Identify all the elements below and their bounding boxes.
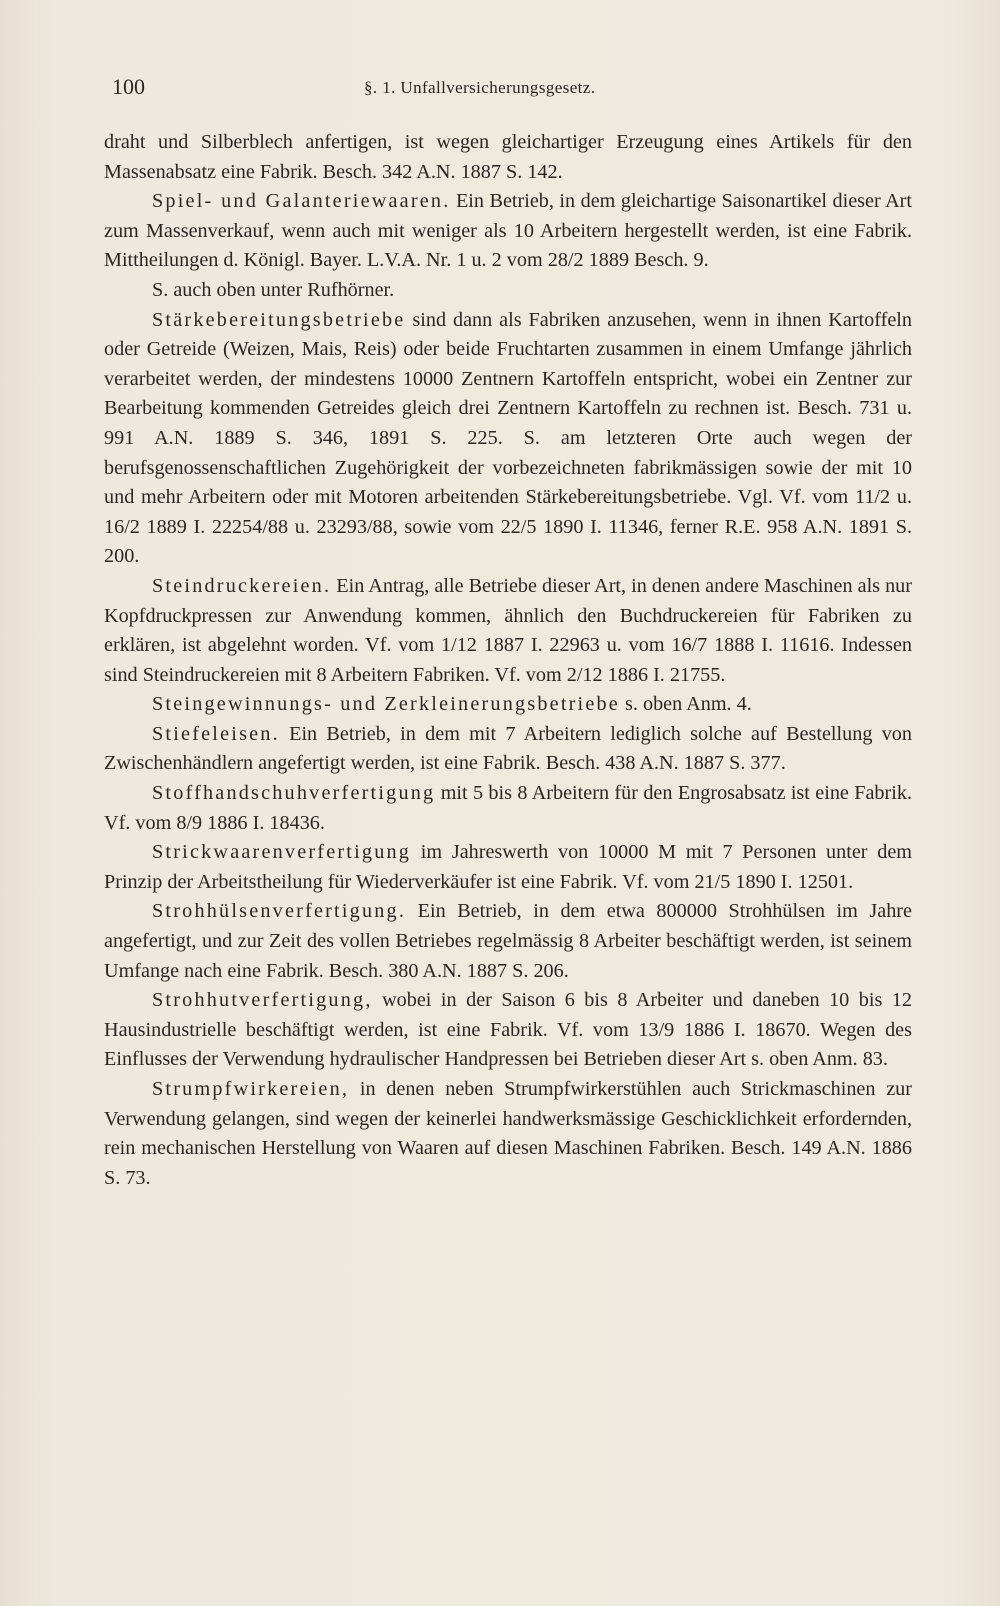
entry-heading: Steindruckereien. — [152, 574, 332, 597]
paragraph — [104, 986, 912, 1075]
entry-heading: Stärkebereitungsbetriebe — [152, 308, 406, 331]
paragraph — [104, 897, 912, 986]
paragraph-text: s. oben Anm. 4. — [619, 693, 752, 716]
paragraph — [104, 838, 912, 897]
entry-heading: Strumpfwirkereien, — [152, 1078, 350, 1100]
page-header — [112, 74, 912, 106]
paragraph — [104, 1075, 912, 1193]
paragraph-text: Ein Antrag, alle Betriebe dieser Art, in denen andere Maschinen als nur Kopfdruckpressen zur Anwendung kommen, ähnlich den Buchdruckereien für Fabriken zu erklären, ist abgelehnt worden. Vf. vom 1/12 1887 I. 22963 u. vom 16/7 1888 I. 11616. Indessen sind Steindruckereien mit 8 Arbeitern Fabriken. Vf. vom 2/12 1886 I. 21755. — [104, 574, 912, 686]
paragraph — [104, 779, 912, 838]
paragraph — [104, 276, 912, 306]
entry-heading: Stiefeleisen. — [152, 722, 280, 745]
entry-heading: Strickwaarenverfertigung — [152, 841, 412, 864]
body-text — [104, 128, 912, 1193]
entry-heading: Steingewinnungs- und Zerkleinerungsbetriebe — [152, 693, 620, 716]
paragraph-text: Ein Betrieb, in dem mit 7 Arbeitern lediglich solche auf Bestellung von Zwischenhändlern angefertigt werden, ist eine Fabrik. Besch. 438 A.N. 1887 S. 377. — [104, 722, 912, 775]
paragraph-text: in denen neben Strumpfwirkerstühlen auch Strickmaschinen zur Verwendung gelangen, sind wegen der keinerlei handwerksmässige Geschicklichkeit erfordernden, rein mechanischen Herstellung von Waaren auf diesen Maschinen Fabriken. Besch. 149 A.N. 1886 S. 73. — [104, 1078, 912, 1189]
paragraph-text: Ein Betrieb, in dem gleichartige Saisonartikel dieser Art zum Massenverkauf, wenn auch mit weniger als 10 Arbeitern hergestellt werden, ist eine Fabrik. Mittheilungen d. Königl. Bayer. L.V.A. Nr. 1 u. 2 vom 28/2 1889 Besch. 9. — [104, 190, 912, 272]
paragraph-text: Ein Betrieb, in dem etwa 800000 Strohhülsen im Jahre angefertigt, und zur Zeit des vollen Betriebes regelmässig 8 Arbeiter beschäftigt werden, ist seinem Umfange nach eine Fabrik. Besch. 380 A.N. 1887 S. 206. — [104, 900, 912, 982]
entry-heading: Stoffhandschuhverfertigung — [152, 782, 436, 805]
paragraph — [104, 572, 912, 690]
paragraph-text: draht und Silberblech anfertigen, ist wegen gleichartiger Erzeugung eines Artikels für den Massenabsatz eine Fabrik. Besch. 342 A.N. 1887 S. 142. — [104, 131, 912, 183]
paragraph-text: mit 5 bis 8 Arbeitern für den Engrosabsatz ist eine Fabrik. Vf. vom 8/9 1886 I. 18436. — [104, 782, 912, 834]
paragraph-text: sind dann als Fabriken anzusehen, wenn in ihnen Kartoffeln oder Getreide (Weizen, Mais, Reis) oder beide Fruchtarten zusammen in einem Umfange jährlich verarbeitet werden, der mindestens 10000 Zentnern Kartoffeln entspricht, wobei ein Zentner zur Bearbeitung kommenden Getreides gleich drei Zentnern Kartoffeln zu rechnen ist. Besch. 731 u. 991 A.N. 1889 S. 346, 1891 S. 225. S. am letzteren Orte auch wegen der berufsgenossenschaftlichen Zugehörigkeit der vorbezeichneten fabrikmässigen sowie der mit 10 und mehr Arbeitern oder mit Motoren arbeitenden Stärkebereitungsbetriebe. Vgl. Vf. vom 11/2 u. 16/2 1889 I. 22254/88 u. 23293/88, sowie vom 22/5 1890 I. 11346, ferner R.E. 958 A.N. 1891 S. 200. — [104, 308, 912, 568]
paragraph-text: wobei in der Saison 6 bis 8 Arbeiter und daneben 10 bis 12 Hausindustrielle beschäftigt werden, ist eine Fabrik. Vf. vom 13/9 1886 I. 18670. Wegen des Einflusses der Verwendung hydraulischer Handpressen bei Betrieben dieser Art s. oben Anm. 83. — [104, 989, 912, 1071]
running-head: §. 1. Unfallversicherungsgesetz. — [364, 78, 596, 97]
entry-heading: Strohhülsenverfertigung. — [152, 900, 407, 923]
paragraph — [104, 690, 912, 720]
paragraph — [104, 306, 912, 572]
paragraph — [104, 720, 912, 779]
page-number: 100 — [112, 74, 145, 99]
paragraph-text: im Jahreswerth von 10000 M mit 7 Personen unter dem Prinzip der Arbeitstheilung für Wiederverkäufer ist eine Fabrik. Vf. vom 21/5 1890 I. 12501. — [104, 841, 912, 893]
paragraph — [104, 128, 912, 187]
paragraph-text: S. auch oben unter Rufhörner. — [152, 278, 395, 301]
paragraph — [104, 187, 912, 276]
entry-heading: Strohhutverfertigung, — [152, 989, 373, 1012]
entry-heading: Spiel- und Galanteriewaaren. — [152, 190, 451, 213]
